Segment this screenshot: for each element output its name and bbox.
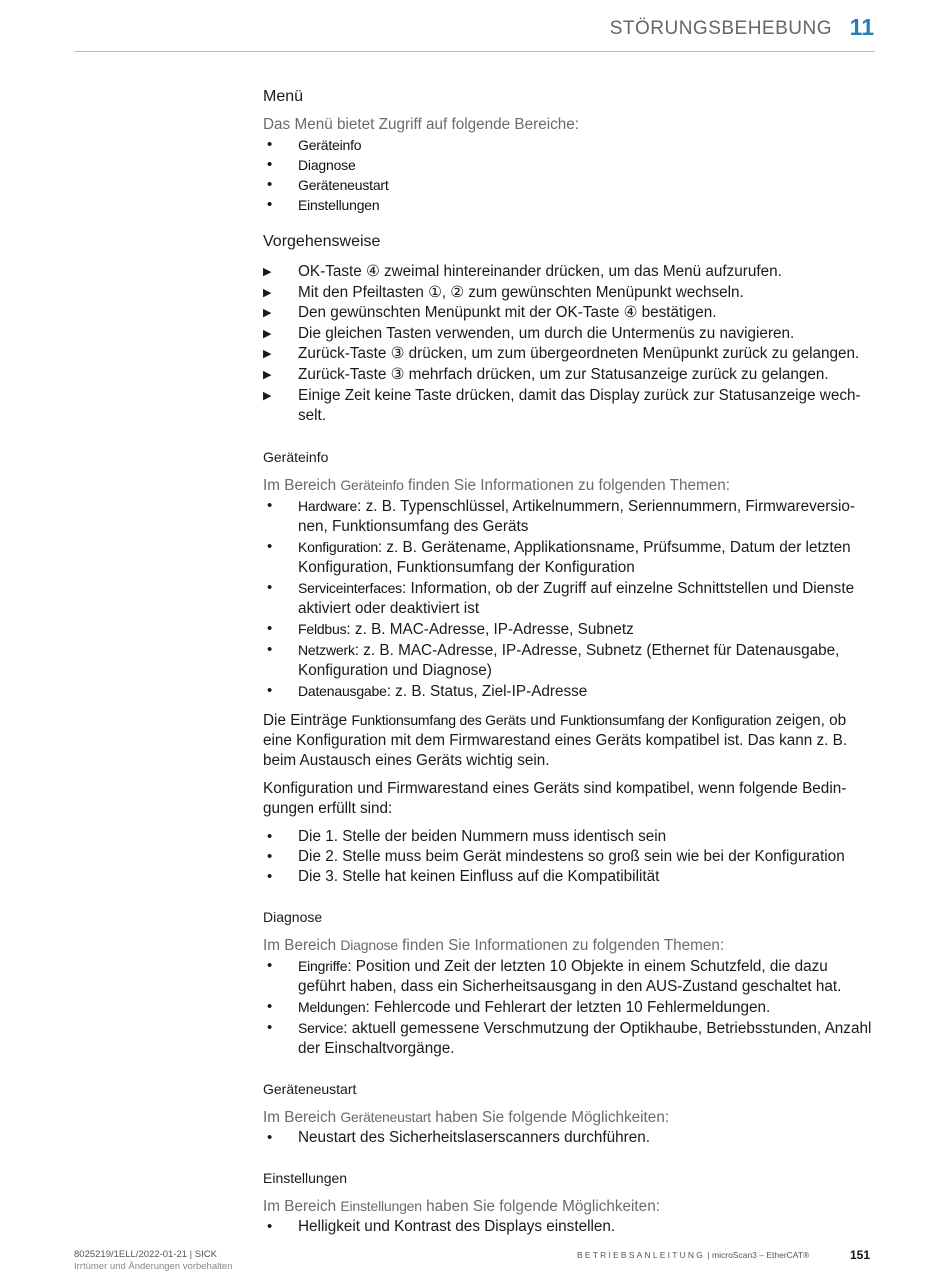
step-item: ▶ Mit den Pfeiltasten ①, ② zum gewünschten Menüpunkt wechseln. [263,283,878,304]
chapter-number: 11 [849,14,874,40]
step-item: ▶ Den gewünschten Menüpunkt mit der OK-Taste ④ bestätigen. [263,303,878,324]
neustart-heading: Geräteneustart [263,1080,357,1097]
procedure-steps [263,262,878,427]
list-item: • Geräteinfo [263,135,878,155]
compatibility-paragraph [263,710,878,771]
geraeteinfo-list [263,496,878,702]
manual-product: | microScan3 – EtherCAT® [705,1250,810,1260]
step-item: ▶ Zurück-Taste ③ drücken, um zum übergeordneten Menüpunkt zurück zu gelangen. [263,344,878,365]
menu-list [263,135,878,215]
list-item [263,640,878,681]
intro-text: haben Sie folgende Möglichkeiten: [421,1197,660,1215]
paragraph-text: und [526,711,561,729]
intro-text: Im Bereich [263,1108,341,1126]
list-item [263,537,878,578]
page-content [263,86,878,1237]
document-id: 8025219/1ELL/2022-01-21 | SICK [74,1249,217,1260]
term: Eingriffe [298,957,348,974]
diagnose-list [263,956,878,1059]
step-item: ▶ Zurück-Taste ③ mehrfach drücken, um zur Statusanzeige zurück zu gelangen. [263,365,878,386]
description: : aktuell gemessene Verschmutzung der Optikhaube, Betriebsstunden, Anzahl der Einschaltvorgänge. [298,1019,872,1057]
geraeteinfo-heading: Geräteinfo [263,448,329,465]
footer-document-info [74,1249,232,1273]
intro-text: Im Bereich [263,936,341,954]
neustart-intro [263,1107,878,1128]
list-item: • Geräteneustart [263,175,878,195]
term: Netzwerk [298,641,355,658]
intro-text: Im Bereich [263,1197,341,1215]
list-item [263,956,878,997]
einstellungen-list [263,1217,878,1237]
procedure-heading: Vorgehensweise [263,233,381,250]
term: Datenausgabe [298,682,387,699]
intro-keyword: Diagnose [340,936,398,953]
manual-label: BETRIEBSANLEITUNG [577,1250,706,1260]
footer-manual-title [577,1250,809,1260]
paragraph-text: Die Einträge [263,711,352,729]
conditions-list [263,827,878,887]
step-item: ▶ OK-Taste ④ zweimal hintereinander drücken, um das Menü aufzurufen. [263,262,878,283]
description: : Information, ob der Zugriff auf einzelne Schnittstellen und Dienste aktiviert oder deaktiviert ist [298,579,855,617]
disclaimer: Irrtümer und Änderungen vorbehalten [74,1261,233,1272]
step-item: ▶ Einige Zeit keine Taste drücken, damit das Display zurück zur Statusanzeige wechselt. [263,386,878,427]
intro-keyword: Einstellungen [340,1197,422,1214]
description: : Fehlercode und Fehlerart der letzten 10 Fehlermeldungen. [365,998,771,1016]
term: Serviceinterfaces [298,579,402,596]
neustart-list [263,1128,878,1148]
menu-intro: Das Menü bietet Zugriff auf folgende Bereiche: [263,116,580,133]
diagnose-intro [263,935,878,956]
term: Hardware [298,497,358,514]
keyword: Funktionsumfang der Konfiguration [560,711,772,728]
diagnose-heading: Diagnose [263,908,323,925]
list-item [263,578,878,619]
description: : Position und Zeit der letzten 10 Objekte in einem Schutzfeld, die dazu geführt haben, dass ein Sicherheitsausgang in den AUS-Zustand geschaltet hat. [298,957,842,995]
list-item: • Die 1. Stelle der beiden Nummern muss identisch sein [263,827,878,847]
header-divider [74,51,875,52]
intro-text: finden Sie Informationen zu folgenden Themen: [397,936,725,954]
term: Konfiguration [298,538,378,555]
chapter-title: STÖRUNGSBEHEBUNG [609,18,832,39]
term: Meldungen [298,998,366,1015]
list-item: • Helligkeit und Kontrast des Displays einstellen. [263,1217,878,1237]
intro-keyword: Geräteneustart [340,1108,431,1125]
term: Feldbus [298,620,347,637]
einstellungen-heading: Einstellungen [263,1169,348,1186]
list-item [263,496,878,537]
geraeteinfo-intro [263,475,878,496]
list-item [263,997,878,1018]
keyword: Funktionsumfang des Geräts [351,711,526,728]
intro-text: finden Sie Informationen zu folgenden Themen: [403,476,731,494]
description: : z. B. Status, Ziel-IP-Adresse [386,682,588,700]
list-item: • Die 3. Stelle hat keinen Einfluss auf die Kompatibilität [263,867,878,887]
description: : z. B. MAC-Adresse, IP-Adresse, Subnetz (Ethernet für Datenausgabe, Konfiguration und Diagnose) [298,641,840,679]
einstellungen-intro [263,1196,878,1217]
list-item: • Neustart des Sicherheitslaserscanners durchführen. [263,1128,878,1148]
description: : z. B. Gerätename, Applikationsname, Prüfsumme, Datum der letzten Konfiguration, Funktionsumfang der Konfiguration [298,538,851,576]
intro-keyword: Geräteinfo [340,476,404,493]
intro-text: haben Sie folgende Möglichkeiten: [430,1108,670,1126]
conditions-paragraph: Konfiguration und Firmwarestand eines Geräts sind kompatibel, wenn folgende Bedingungen erfüllt sind: [263,779,847,817]
list-item: • Die 2. Stelle muss beim Gerät mindestens so groß sein wie bei der Konfiguration [263,847,878,867]
menu-heading: Menü [263,88,304,105]
list-item: • Einstellungen [263,195,878,215]
list-item [263,619,878,640]
list-item: • Diagnose [263,155,878,175]
page-number: 151 [850,1248,871,1262]
description: : z. B. MAC-Adresse, IP-Adresse, Subnetz [346,620,634,638]
paragraph-text: zeigen, ob eine Konfiguration mit dem Firmwarestand eines Geräts kompatibel ist. Das kann z. B. beim Austausch eines Geräts wichtig sein. [263,711,848,769]
intro-text: Im Bereich [263,476,341,494]
list-item [263,681,878,702]
step-item: ▶ Die gleichen Tasten verwenden, um durch die Untermenüs zu navigieren. [263,324,878,345]
description: : z. B. Typenschlüssel, Artikelnummern, Seriennummern, Firmwareversionen, Funktionsumfang des Geräts [298,497,855,535]
list-item [263,1018,878,1059]
term: Service [298,1019,344,1036]
